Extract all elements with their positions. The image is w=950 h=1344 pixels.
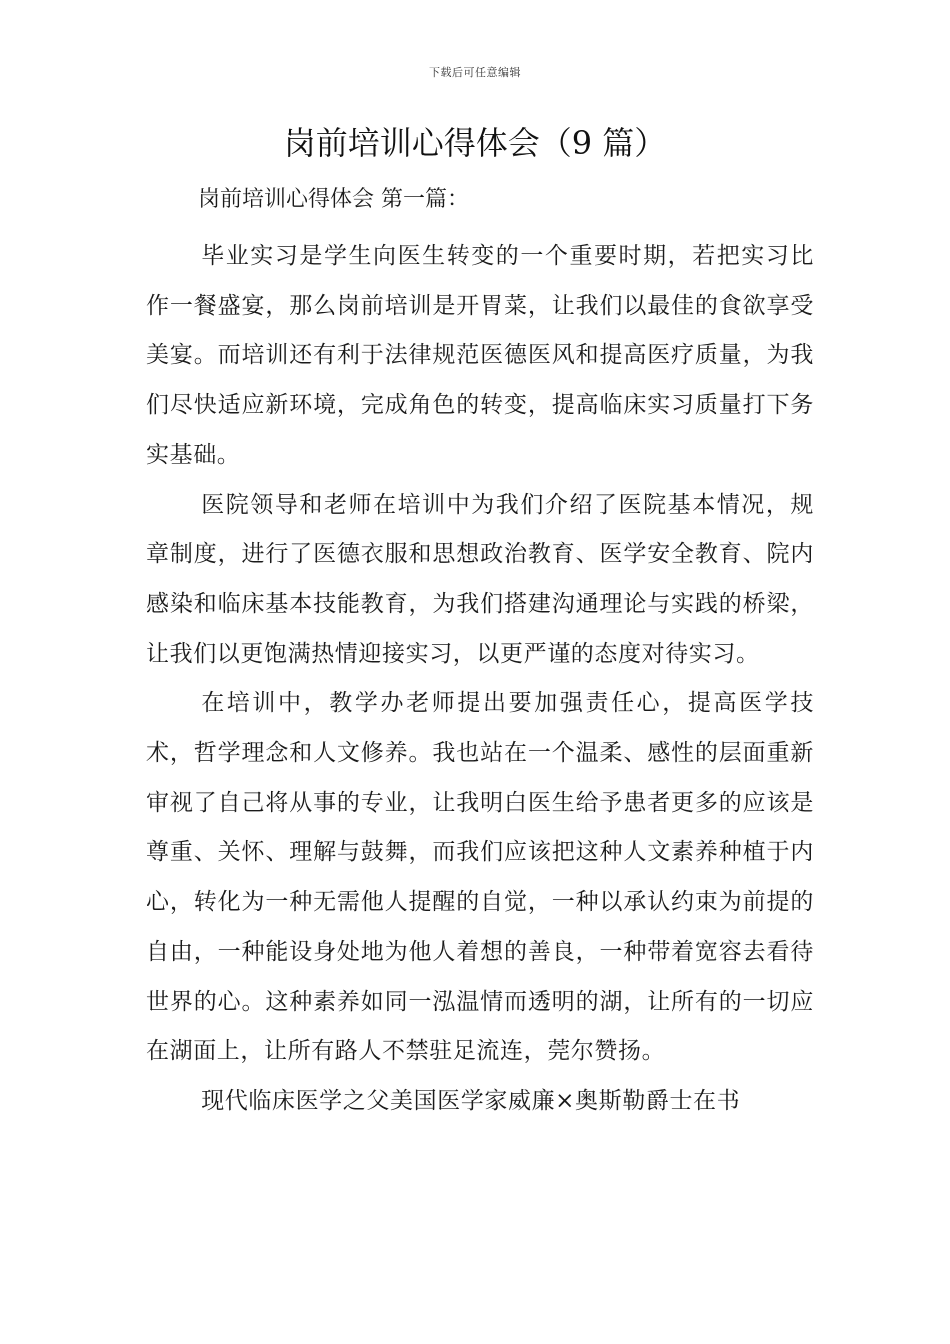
section-subtitle: 岗前培训心得体会 第一篇：	[198, 187, 469, 212]
header-note: 下载后可任意编辑	[429, 66, 521, 79]
paragraph-4: 现代临床医学之父美国医学家威廉×奥斯勒爵士在书	[201, 1087, 741, 1114]
document-body	[146, 180, 814, 1127]
paragraph-1: 毕业实习是学生向医生转变的一个重要时期，若把实习比作一餐盛宴，那么岗前培训是开胃菜，让我们以最佳的食欲享受美宴。而培训还有利于法律规范医德医风和提高医疗质量，为我们尽快适应新环境，完成角色的转变，提高临床实习质量打下务实基础。	[146, 243, 814, 468]
page-title: 岗前培训心得体会（9 篇）	[283, 124, 667, 162]
paragraph-2: 医院领导和老师在培训中为我们介绍了医院基本情况，规章制度，进行了医德衣服和思想政治教育、医学安全教育、院内感染和临床基本技能教育，为我们搭建沟通理论与实践的桥梁，让我们以更饱满热情迎接实习，以更严谨的态度对待实习。	[146, 491, 814, 667]
paragraph-3: 在培训中，教学办老师提出要加强责任心，提高医学技术，哲学理念和人文修养。我也站在一个温柔、感性的层面重新审视了自己将从事的专业，让我明白医生给予患者更多的应该是尊重、关怀、理解与鼓舞，而我们应该把这种人文素养种植于内心，转化为一种无需他人提醒的自觉，一种以承认约束为前提的自由，一种能设身处地为他人着想的善良，一种带着宽容去看待世界的心。这种素养如同一泓温情而透明的湖，让所有的一切应在湖面上，让所有路人不禁驻足流连，莞尔赞扬。	[146, 690, 814, 1065]
